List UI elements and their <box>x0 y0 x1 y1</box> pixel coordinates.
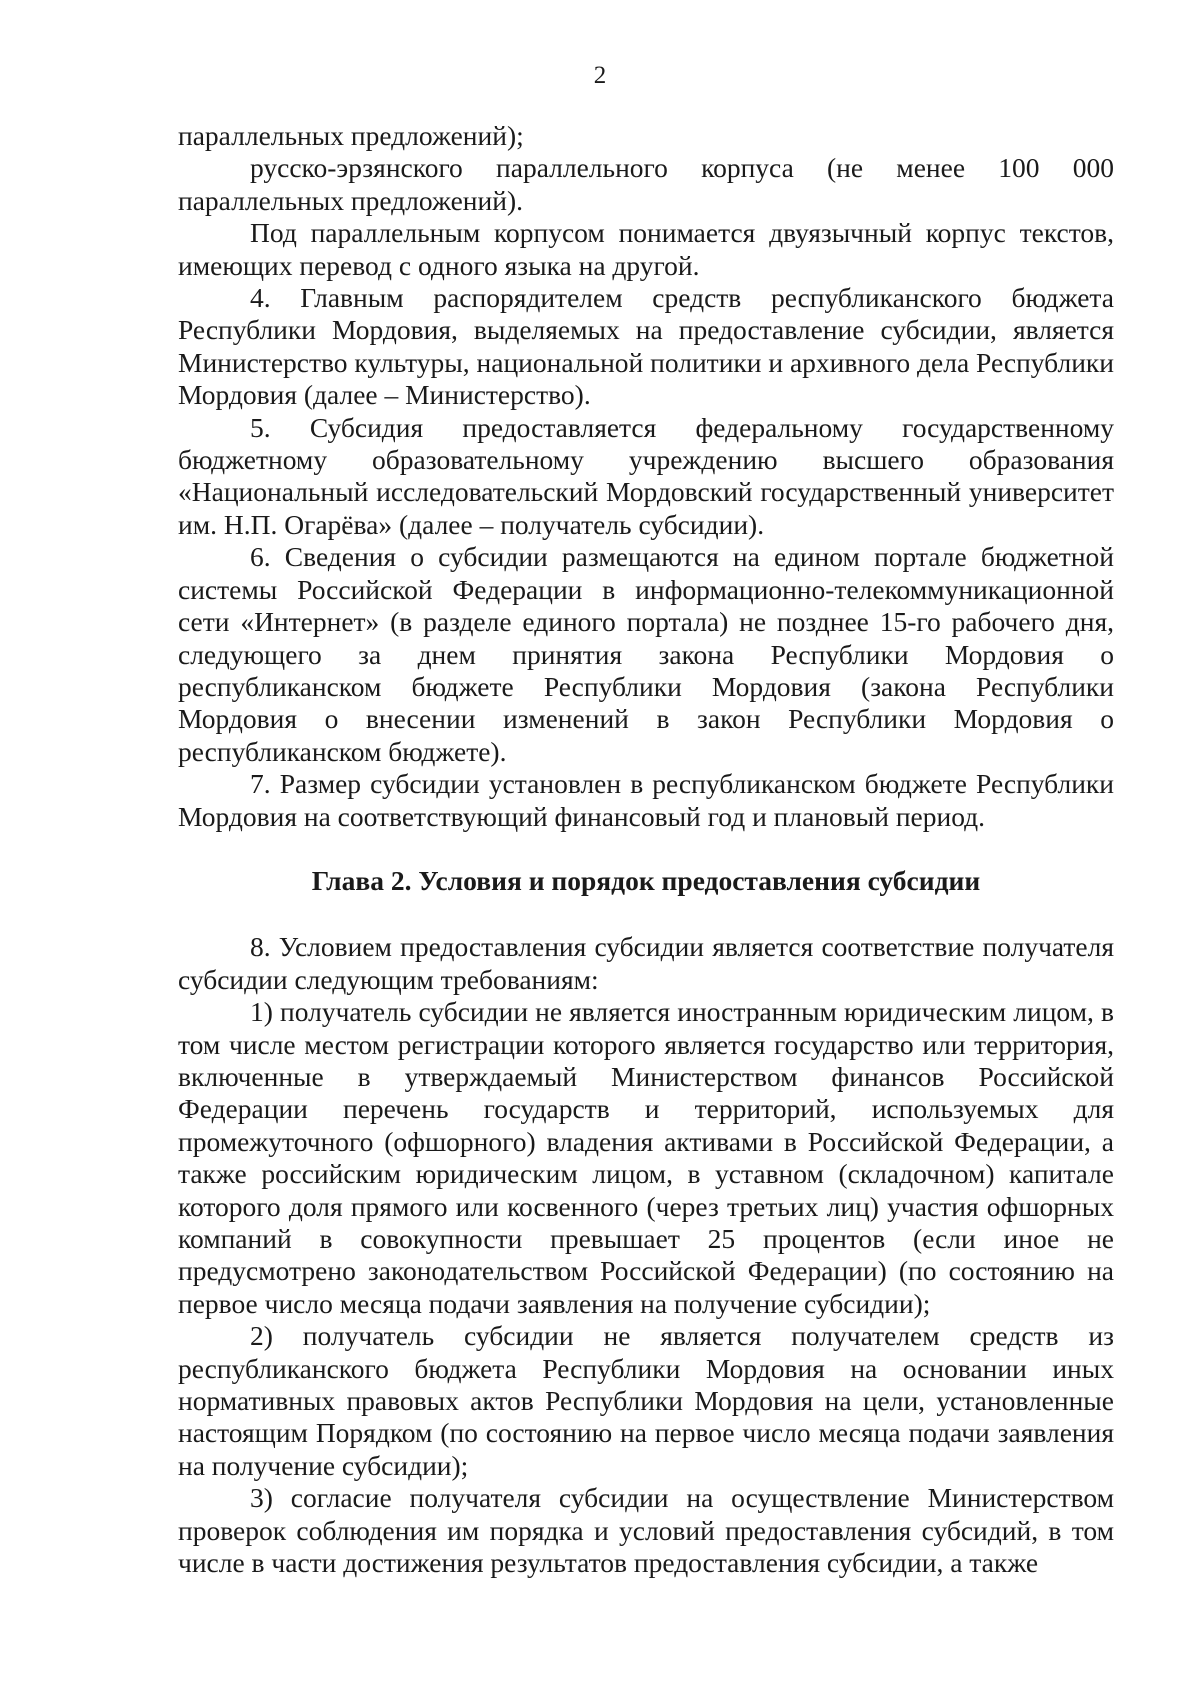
page-number: 2 <box>593 62 607 89</box>
paragraph: русско-эрзянского параллельного корпуса (не менее 100 000 параллельных предложений). <box>178 152 1114 216</box>
paragraph: 6. Сведения о субсидии размещаются на едином портале бюджетной системы Российской Федерации в информационно-телекоммуникационной сети «Интернет» (в разделе единого портала) не позднее 15-го рабочего дня, следующего за днем принятия закона Республики Мордовия о республиканском бюджете Республики Мордовия (закона Республики Мордовия о внесении изменений в закон Республики Мордовия о республиканском бюджете). <box>178 541 1114 767</box>
paragraph: 7. Размер субсидии установлен в республиканском бюджете Республики Мордовия на соответствующий финансовый год и плановый период. <box>178 768 1114 832</box>
paragraph: 2) получатель субсидии не является получателем средств из республиканского бюджета Республики Мордовия на основании иных нормативных правовых актов Республики Мордовия на цели, установленные настоящим Порядком (по состоянию на первое число месяца подачи заявления на получение субсидии); <box>178 1320 1114 1481</box>
chapter-heading: Глава 2. Условия и порядок предоставления субсидии <box>311 864 981 896</box>
document-body <box>178 120 1114 1579</box>
paragraph: параллельных предложений); <box>178 120 524 151</box>
paragraph: 3) согласие получателя субсидии на осуществление Министерством проверок соблюдения им порядка и условий предоставления субсидий, в том числе в части достижения результатов предоставления субсидии, а также <box>178 1482 1114 1579</box>
paragraph: 5. Субсидия предоставляется федеральному государственному бюджетному образовательному учреждению высшего образования «Национальный исследовательский Мордовский государственный университет им. Н.П. Огарёва» (далее – получатель субсидии). <box>178 411 1114 540</box>
paragraph: 1) получатель субсидии не является иностранным юридическим лицом, в том числе местом регистрации которого является государство или территория, включенные в утверждаемый Министерством финансов Российской Федерации перечень государств и территорий, используемых для промежуточного (офшорного) владения активами в Российской Федерации, а также российским юридическим лицом, в уставном (складочном) капитале которого доля прямого или косвенного (через третьих лиц) участия офшорных компаний в совокупности превышает 25 процентов (если иное не предусмотрено законодательством Российской Федерации) (по состоянию на первое число месяца подачи заявления на получение субсидии); <box>178 996 1114 1319</box>
paragraph: 4. Главным распорядителем средств республиканского бюджета Республики Мордовия, выделяемых на предоставление субсидии, является Министерство культуры, национальной политики и архивного дела Республики Мордовия (далее – Министерство). <box>178 282 1115 411</box>
paragraph: Под параллельным корпусом понимается двуязычный корпус текстов, имеющих перевод с одного языка на другой. <box>178 217 1114 281</box>
paragraph: 8. Условием предоставления субсидии является соответствие получателя субсидии следующим требованиям: <box>178 931 1114 995</box>
